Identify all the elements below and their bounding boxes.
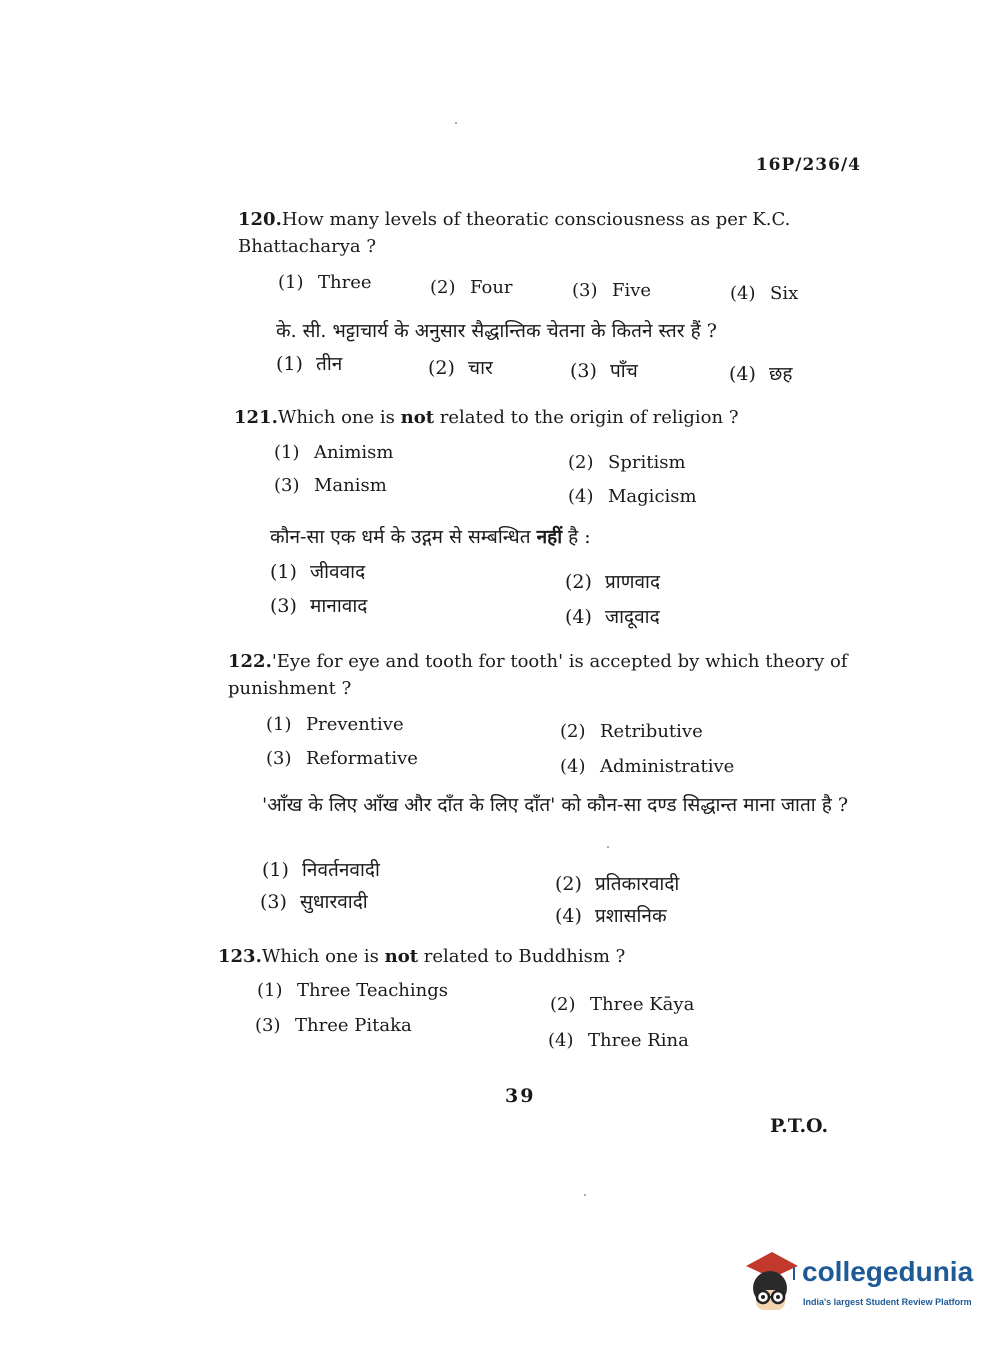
option-2: (2) Three Kāya — [550, 994, 695, 1015]
logo-name: collegedunia — [802, 1256, 974, 1287]
option-1-hi: (1) निवर्तनवादी — [262, 859, 380, 881]
option-4-hi: (4) जादूवाद — [565, 606, 660, 628]
option-2-hi: (2) प्राणवाद — [565, 571, 661, 593]
option-1: (1) Animism — [274, 442, 394, 463]
option-4-hi: (4) छह — [729, 363, 793, 385]
question-text-en: 'Eye for eye and tooth for tooth' is accepted by which theory of punishment ? — [228, 651, 848, 699]
speck — [607, 846, 609, 848]
question-text-hi: 'आँख के लिए आँख और दाँत के लिए दाँत' को कौन-सा दण्ड सिद्धान्त माना जाता है ? — [262, 794, 849, 816]
option-3: (3) Five — [572, 280, 652, 301]
option-2: (2) Retributive — [560, 721, 703, 742]
option-3: (3) Reformative — [266, 748, 418, 769]
option-1: (1) Three Teachings — [257, 980, 449, 1001]
option-2-hi: (2) प्रतिकारवादी — [555, 873, 680, 895]
collegedunia-logo — [742, 1250, 972, 1320]
question-123: 123.Which one is not related to Buddhism ? — [218, 946, 626, 967]
option-3: (3) Three Pitaka — [255, 1015, 412, 1036]
option-4: (4) Six — [730, 283, 799, 304]
page-number: 39 — [505, 1085, 536, 1107]
question-text-hi: कौन-सा एक धर्म के उद्गम से सम्बन्धित नहीं है : — [270, 526, 591, 548]
option-2: (2) Four — [430, 277, 513, 298]
option-3-hi: (3) सुधारवादी — [260, 891, 368, 913]
option-2-hi: (2) चार — [428, 357, 493, 379]
question-121: 121.Which one is not related to the origin of religion ? — [234, 407, 739, 428]
question-number: 123. — [218, 946, 262, 967]
option-1: (1) Three — [278, 272, 372, 293]
question-number: 121. — [234, 407, 278, 428]
option-3: (3) Manism — [274, 475, 387, 496]
option-4-hi: (4) प्रशासनिक — [555, 905, 667, 927]
option-4: (4) Three Rina — [548, 1030, 689, 1051]
speck — [455, 122, 457, 124]
option-4: (4) Administrative — [560, 756, 735, 777]
question-number: 122. — [228, 651, 272, 672]
option-3-hi: (3) पाँच — [570, 360, 638, 382]
option-4: (4) Magicism — [568, 486, 697, 507]
student-mascot-icon — [742, 1250, 800, 1316]
option-1: (1) Preventive — [266, 714, 404, 735]
question-120 — [238, 206, 863, 260]
question-number: 120. — [238, 209, 282, 230]
option-1-hi: (1) तीन — [276, 353, 343, 375]
logo-tagline: India's largest Student Review Platform — [803, 1297, 972, 1307]
pto-label: P.T.O. — [770, 1115, 829, 1137]
option-3-hi: (3) मानावाद — [270, 595, 368, 617]
option-2: (2) Spritism — [568, 452, 686, 473]
speck — [584, 1194, 586, 1196]
question-text-en: How many levels of theoratic consciousness as per K.C. Bhattacharya ? — [238, 209, 791, 257]
question-text-hi: के. सी. भट्टाचार्य के अनुसार सैद्धान्तिक चेतना के कितने स्तर हैं ? — [276, 320, 717, 342]
option-1-hi: (1) जीववाद — [270, 561, 366, 583]
paper-code: 16P/236/4 — [755, 155, 861, 175]
question-122 — [228, 648, 853, 702]
